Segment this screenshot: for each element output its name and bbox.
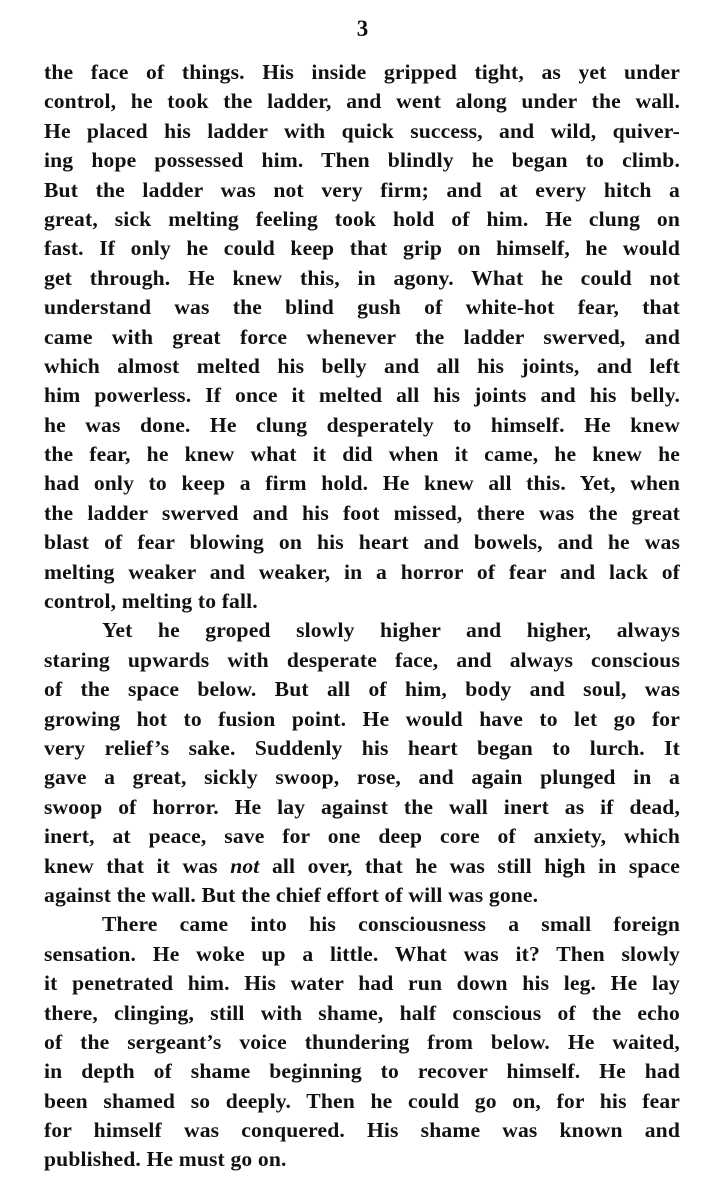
line-text: gave a great, sickly swoop, rose, and again plunged in a bbox=[44, 765, 680, 790]
line-text: melting weaker and weaker, in a horror of fear and lack of bbox=[44, 559, 680, 584]
text-line bbox=[44, 293, 680, 322]
text-line bbox=[44, 440, 680, 469]
text-line bbox=[44, 910, 680, 939]
text-line bbox=[44, 469, 680, 498]
text-line bbox=[44, 1028, 680, 1057]
line-text: him powerless. If once it melted all his joints and his belly. bbox=[44, 383, 680, 408]
text-line bbox=[44, 969, 680, 998]
line-text: been shamed so deeply. Then he could go on, for his fear bbox=[44, 1088, 680, 1113]
text-line bbox=[44, 822, 680, 851]
line-text: ing hope possessed him. Then blindly he began to climb. bbox=[44, 148, 680, 173]
text-line bbox=[44, 1145, 680, 1174]
line-text: fast. If only he could keep that grip on himself, he would bbox=[44, 236, 680, 261]
paragraph bbox=[44, 616, 680, 910]
line-text: inert, at peace, save for one deep core of anxiety, which bbox=[44, 824, 680, 849]
text-line bbox=[44, 587, 680, 616]
line-text: There came into his consciousness a small foreign bbox=[102, 912, 680, 937]
text-line bbox=[44, 146, 680, 175]
line-text: which almost melted his belly and all his joints, and left bbox=[44, 353, 680, 378]
text-line bbox=[44, 528, 680, 557]
line-text: in depth of shame beginning to recover himself. He had bbox=[44, 1059, 680, 1084]
line-text: great, sick melting feeling took hold of him. He clung on bbox=[44, 206, 680, 231]
text-line bbox=[44, 763, 680, 792]
text-line bbox=[44, 646, 680, 675]
line-text: of the space below. But all of him, body and soul, was bbox=[44, 677, 680, 702]
line-text: against the wall. But the chief effort of will was gone. bbox=[44, 882, 539, 907]
line-text: control, he took the ladder, and went along under the wall. bbox=[44, 89, 680, 114]
line-text: all over, that he was still high in space bbox=[259, 853, 680, 878]
line-text: of the sergeant’s voice thundering from below. He waited, bbox=[44, 1029, 680, 1054]
line-text: he was done. He clung desperately to himself. He knew bbox=[44, 412, 680, 437]
line-text: growing hot to fusion point. He would have to let go for bbox=[44, 706, 680, 731]
line-text: staring upwards with desperate face, and always conscious bbox=[44, 647, 680, 672]
line-text: had only to keep a firm hold. He knew all this. Yet, when bbox=[44, 471, 680, 496]
text-line bbox=[44, 234, 680, 263]
text-line bbox=[44, 705, 680, 734]
text-line bbox=[44, 881, 680, 910]
paragraph bbox=[44, 910, 680, 1175]
line-text: came with great force whenever the ladder swerved, and bbox=[44, 324, 680, 349]
paragraph bbox=[44, 58, 680, 616]
text-line bbox=[44, 793, 680, 822]
text-line bbox=[44, 1057, 680, 1086]
text-line bbox=[44, 352, 680, 381]
line-text: the ladder swerved and his foot missed, there was the great bbox=[44, 500, 680, 525]
text-line bbox=[44, 264, 680, 293]
text-line bbox=[44, 323, 680, 352]
line-text: He placed his ladder with quick success, and wild, quiver- bbox=[44, 118, 680, 143]
text-line bbox=[44, 1116, 680, 1145]
text-line bbox=[44, 176, 680, 205]
text-line bbox=[44, 381, 680, 410]
italic-text: not bbox=[230, 853, 260, 878]
line-text: understand was the blind gush of white-hot fear, that bbox=[44, 295, 680, 320]
text-line bbox=[44, 852, 680, 881]
page-number: 3 bbox=[356, 16, 369, 41]
line-text: But the ladder was not very firm; and at every hitch a bbox=[44, 177, 680, 202]
text-line bbox=[44, 734, 680, 763]
line-text: the fear, he knew what it did when it came, he knew he bbox=[44, 442, 680, 467]
line-text: it penetrated him. His water had run down his leg. He lay bbox=[44, 971, 680, 996]
text-line bbox=[44, 999, 680, 1028]
line-text: swoop of horror. He lay against the wall inert as if dead, bbox=[44, 794, 680, 819]
text-line bbox=[44, 558, 680, 587]
line-text: very relief’s sake. Suddenly his heart began to lurch. It bbox=[44, 735, 680, 760]
line-text: blast of fear blowing on his heart and bowels, and he was bbox=[44, 530, 680, 555]
text-line bbox=[44, 87, 680, 116]
line-text: the face of things. His inside gripped tight, as yet under bbox=[44, 60, 680, 84]
text-line bbox=[44, 616, 680, 645]
text-line bbox=[44, 499, 680, 528]
text-line bbox=[44, 411, 680, 440]
line-text: sensation. He woke up a little. What was it? Then slowly bbox=[44, 941, 680, 966]
line-text: for himself was conquered. His shame was known and bbox=[44, 1118, 680, 1143]
text-line bbox=[44, 675, 680, 704]
line-text: Yet he groped slowly higher and higher, always bbox=[102, 618, 680, 643]
text-line bbox=[44, 1087, 680, 1116]
line-text: published. He must go on. bbox=[44, 1147, 287, 1172]
line-text: knew that it was bbox=[44, 853, 231, 878]
text-line bbox=[44, 205, 680, 234]
line-text: there, clinging, still with shame, half conscious of the echo bbox=[44, 1000, 680, 1025]
text-line bbox=[44, 940, 680, 969]
text-line bbox=[44, 58, 680, 87]
line-text: control, melting to fall. bbox=[44, 589, 258, 614]
line-text: get through. He knew this, in agony. What he could not bbox=[44, 265, 680, 290]
text-line bbox=[44, 117, 680, 146]
body-text bbox=[44, 58, 680, 1175]
